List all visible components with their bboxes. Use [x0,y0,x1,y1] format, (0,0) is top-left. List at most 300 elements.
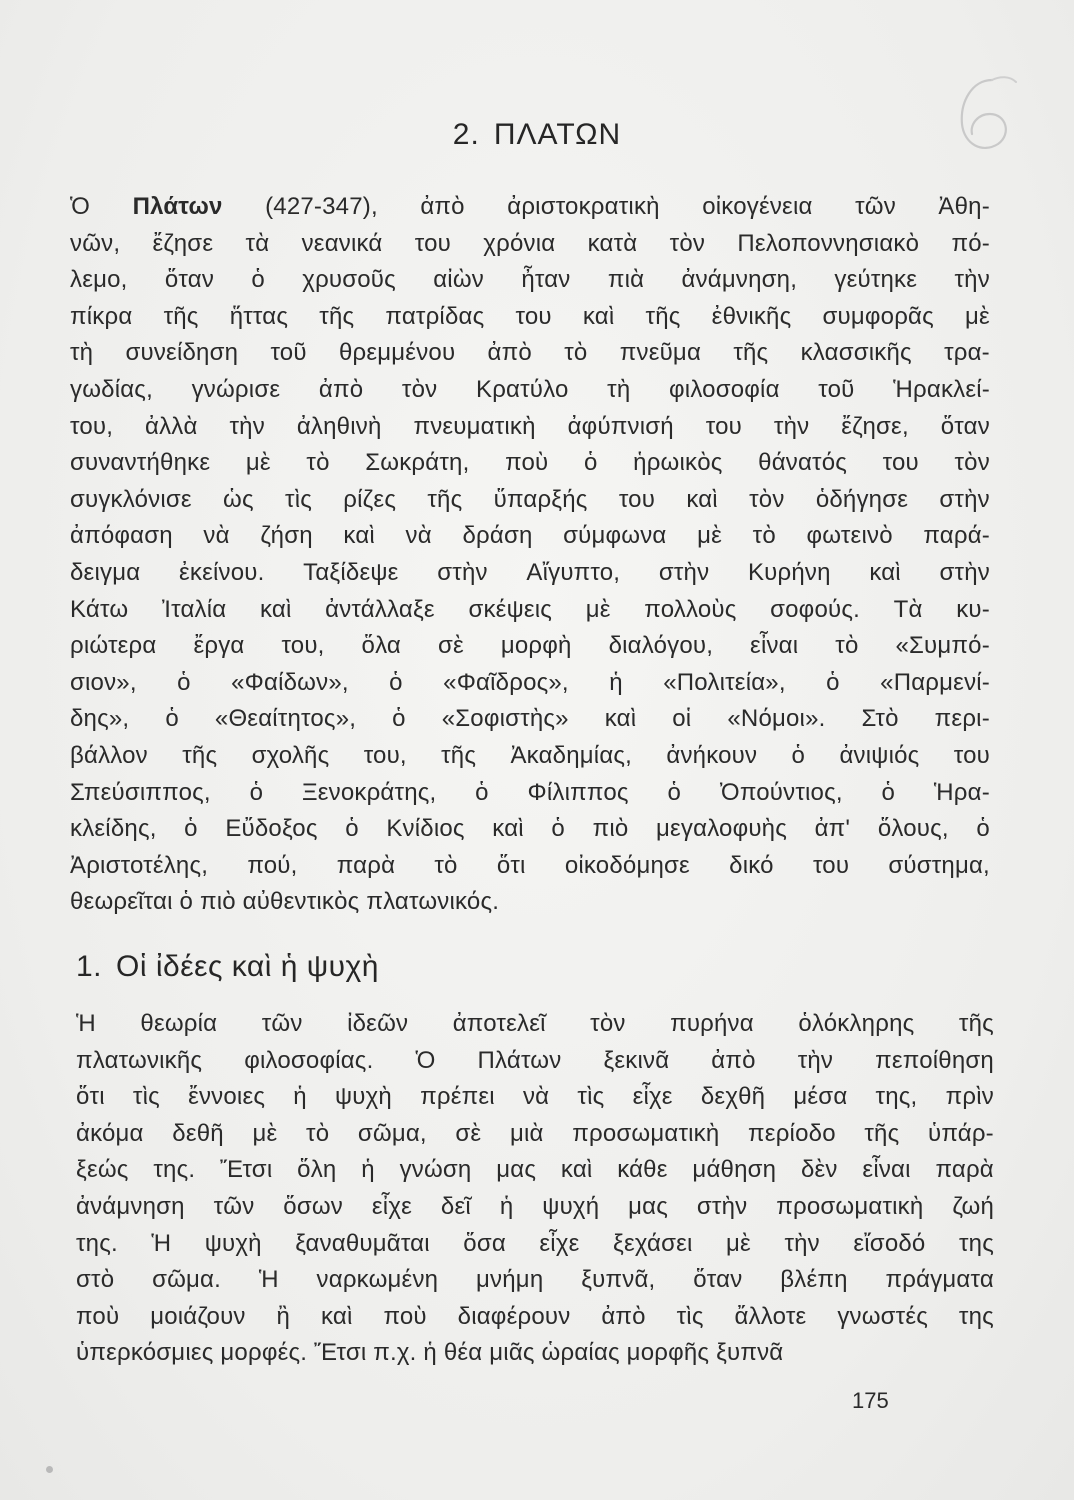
word: ἀνιψιός [839,741,920,769]
word: μορφές. [220,1339,308,1367]
word: ὁ [392,705,406,733]
word: μὲ [252,1119,278,1147]
word: μεγαλοφυὴς [656,815,787,843]
word: πιὰ [607,266,645,294]
word: της [958,1302,994,1330]
text-line [70,262,990,299]
chapter-number: 2. [452,118,480,151]
word: ὁ [251,266,265,294]
word: τὴ [607,375,631,403]
page-number: 175 [852,1388,889,1413]
word: καὶ [582,302,615,330]
word: πυρήνα [670,1010,754,1037]
text-line [76,1335,994,1372]
word: τὴν [954,266,990,294]
word: μας [496,1156,537,1184]
word: Κρατύλο [475,375,569,403]
word: καὶ [869,558,901,586]
word: δεθῆ [172,1119,224,1147]
word: πού, [247,851,298,879]
word: ἐκείνου. [178,558,265,586]
word: τὸ [752,522,776,550]
word: «Φαῖδρος», [443,668,569,696]
word: σκέψεις [468,595,553,623]
word: Κνίδιος [386,815,465,843]
word: ἡ [609,668,623,696]
word: σοφούς. [770,595,860,623]
word: εἶναι [750,632,799,660]
word: τὸ [434,851,458,879]
word: ἀποτελεῖ [452,1010,546,1037]
word: ἀπὸ [318,375,364,403]
word: ποὺ [505,449,549,477]
paper-speck [46,1466,53,1473]
word: ἔζησε, [841,412,909,440]
word: Ἔτσι [220,1156,273,1184]
word: Σωκράτη, [365,449,470,477]
word: τῆς [441,741,477,769]
word: ὁ [976,815,990,843]
word: τοῦ [270,339,307,367]
section-paragraph [76,1006,994,1372]
text-line [70,335,990,372]
word: ρίζες [343,485,397,513]
word: δεχθῆ [700,1083,766,1111]
word: «Νόμοι». [727,705,826,733]
word: κατὰ [587,229,638,257]
word: ἔζησε [152,229,214,257]
word: του, [363,741,407,769]
word: τὸν [590,1010,626,1037]
word: εἶχε [539,1229,580,1257]
word: «Παρμενί- [880,668,990,696]
word: δειγμα [70,558,141,586]
word: ζωή [952,1192,994,1220]
word: τῆς [645,302,681,330]
text-line [70,811,990,848]
text-line [76,1152,994,1189]
word: πλατωνικός. [366,888,500,916]
word: ὁ [389,668,403,696]
word: σχολῆς [251,741,330,769]
text-line [70,445,990,482]
word: πό- [951,229,990,257]
word: «Φαίδων», [231,668,349,696]
text-line [70,555,990,592]
word: τῆς [182,741,218,769]
word: μιὰ [509,1119,544,1147]
word: στὴν [437,558,488,586]
word: ἡ [423,1339,437,1367]
text-line [76,1189,994,1226]
word: στὴν [658,558,710,586]
word: γωδίας, [70,375,153,403]
word: τὶς [285,485,312,513]
word: ἢ [276,1302,291,1330]
word: Ἡ [258,1266,279,1294]
word: τῶν [261,1010,303,1037]
word: Κυρήνη [747,558,831,586]
word: τὸ [835,632,859,660]
word: διαλόγου, [608,632,714,660]
word: θρεμμένου [338,339,456,367]
word: εἶχε [632,1083,673,1111]
word: «Συμπό- [895,632,990,660]
word: του [953,741,990,769]
word: θέα [443,1339,483,1367]
word: τῆς [427,485,463,513]
word: πεποίθηση [875,1046,994,1074]
word: του [812,851,850,879]
word: χρόνια [483,229,556,257]
word: εἶχε [371,1192,413,1220]
word: μὲ [585,595,611,623]
word: ἀπὸ [487,339,532,367]
word: ξαναθυμᾶται [295,1229,430,1257]
text-line [76,1043,994,1080]
word: πιὸ [199,888,236,916]
word: ἀληθινὴ [296,412,382,440]
word: του [882,449,919,477]
word: ὅλα [361,632,401,660]
word: ὁ [249,778,264,806]
word: ἥττας [229,302,289,330]
word: του [414,229,451,257]
word: οἱ [672,705,692,733]
word: ὁ [475,778,489,806]
word: ὁ [826,668,840,696]
word: του, [70,412,114,440]
word: πίκρα [70,302,133,330]
word: ἀφύπνισή [567,412,674,440]
text-line [76,1006,994,1043]
word: σῶμα. [152,1266,221,1294]
word: νὰ [522,1083,550,1111]
word: στὴν [696,1192,748,1220]
word: Ἀριστοτέλης, [70,851,209,879]
word: τὸν [401,375,438,403]
word: τῆς [319,302,355,330]
word: δράση [462,522,533,550]
word: μιᾶς [489,1339,535,1367]
word: καὶ [343,522,375,550]
text-line [70,592,990,629]
word: ἡ [361,1156,375,1184]
word: εἴσοδό [853,1229,926,1257]
word: Ὀπούντιος, [719,778,843,806]
word: ὅτι [496,851,526,879]
word: ποὺ [76,1302,120,1330]
text-line [70,775,990,812]
word: ὁ [345,815,359,843]
handwritten-pencil-mark [920,62,1040,172]
word: ὁ [791,741,806,769]
word: Ὁ [415,1046,436,1074]
word: γνώση [399,1156,472,1184]
word: βάλλον [70,741,148,769]
word: ὁ [881,778,896,806]
word: ξυπνᾶ [716,1339,784,1367]
text-line [76,1116,994,1153]
word: πολλοὺς [644,595,737,623]
word: Ὁ [70,193,91,220]
word: παρά- [923,522,990,550]
word: τὶς [132,1083,160,1111]
word: στὴν [939,558,990,586]
word: ἀριστοκρατικὴ [507,193,660,220]
word: οἰκογένεια [702,193,813,220]
word: τὸν [669,229,706,257]
word: ὕπαρξής [493,485,588,513]
word: φωτεινὸ [806,522,893,550]
word: ἔργα [193,632,245,660]
word: δὲν [800,1156,838,1184]
word: ὅλη [297,1156,337,1184]
word: Πελοποννησιακὸ [737,229,920,257]
text-line [70,189,990,226]
word: Ἰταλία [161,595,227,623]
word: κάθε [617,1156,668,1184]
word: Στὸ [861,705,899,733]
word: ἄλλοτε [734,1302,807,1330]
text-line [70,665,990,702]
word: τῆς [958,1010,994,1037]
word: Ἡ [151,1229,172,1257]
word: Κάτω [70,595,129,623]
word: τρα- [944,339,990,367]
word: τὴν [773,412,810,440]
word: ὅταν [164,266,215,294]
word: ἀνήκουν [666,741,758,769]
word: κλείδης, [70,815,157,843]
word: τὴν [229,412,265,440]
word: τὴν [784,1229,820,1257]
word: ὁ [184,815,198,843]
word: μάθηση [692,1156,777,1184]
word: ἀπὸ [420,193,465,220]
word: καὶ [260,595,292,623]
word: φιλοσοφία [669,375,780,403]
word: ὅτι [76,1083,105,1111]
text-line [70,518,990,555]
word: μνήμη [476,1266,544,1294]
word: αὐθεντικὸς [242,888,360,916]
word: συνείδηση [125,339,239,367]
word: Τὰ [893,595,923,623]
text-line [76,1262,994,1299]
word: Ἡρα- [933,778,990,806]
word: αἰὼν [433,266,484,294]
word: της. [153,1156,196,1184]
word: τῶν [213,1192,255,1220]
word: κυ- [956,595,990,623]
word: μὲ [965,302,990,330]
word: ἡ [499,1192,514,1220]
word: συγκλόνισε [70,485,192,513]
word: μοιάζουν [150,1302,246,1330]
word: πνευματικὴ [413,412,536,440]
word: προσωματικὴ [572,1119,720,1147]
word: θεωρεῖται [70,888,173,916]
word: μὲ [697,522,723,550]
word: της. [76,1229,118,1257]
word: παρὰ [935,1156,994,1184]
word: ζήση [260,522,313,550]
word: ψυχὴ [204,1229,262,1257]
word: ὁ [551,815,565,843]
word: ἀπόφαση [70,522,173,550]
word: τῆς [864,1119,900,1147]
word: ριώτερα [70,632,157,660]
word: κλασσικῆς [800,339,912,367]
word: γεύτηκε [834,266,918,294]
intro-paragraph [70,189,990,921]
word: Ἡρακλεί- [893,375,990,403]
word: τὸ [564,339,588,367]
word: τὶς [676,1302,704,1330]
word: ἀπὸ [711,1046,756,1074]
text-line [70,226,990,263]
word: ἀπὸ [601,1302,646,1330]
word: συναντήθηκε [70,449,211,477]
word: χρυσοῦς [302,266,396,294]
word: ὁ [583,449,598,477]
word: ἡ [293,1083,307,1111]
word: παρὰ [336,851,396,879]
word: ὅσα [463,1229,506,1257]
word: μὲ [245,449,271,477]
text-line [70,701,990,738]
word: «Σοφιστὴς» [441,705,569,733]
word: πατρίδας [385,302,485,330]
word: ἀλλὰ [145,412,198,440]
word: της [958,1229,994,1257]
word: τὸ [306,1119,330,1147]
word: πνεῦμα [619,339,702,367]
word: Αἴγυπτο, [526,558,621,586]
word: ἀνάμνηση, [681,266,798,294]
word: ὡραίας [541,1339,620,1367]
word: πράγματα [885,1266,994,1294]
word: καὶ [686,485,718,513]
word: Ἔτσι [314,1339,367,1367]
word: περι- [934,705,990,733]
word: του [705,412,742,440]
word: τῆς [163,302,199,330]
word: π.χ. [373,1339,417,1367]
word: ἡρωικὸς [633,449,723,477]
word: ἀνάμνηση [76,1192,185,1220]
word: ὅταν [940,412,990,440]
word: ψυχή [542,1192,600,1220]
word: Ταξίδεψε [303,558,399,586]
word: ἰδεῶν [347,1010,409,1037]
word: ἔννοιες [188,1083,266,1111]
word: γνώρισε [191,375,281,403]
section-heading [76,950,379,984]
word: ὡς [223,485,254,513]
word: ἐθνικῆς [711,302,792,330]
word: τὶς [577,1083,605,1111]
word: Ἀκαδημίας, [510,741,633,769]
word: δης», [70,705,130,733]
word: Ξενοκράτης, [301,778,437,806]
word: του [515,302,552,330]
word: τὸ [306,449,330,477]
word: προσωματικὴ [776,1192,924,1220]
word: Ἀθη- [938,193,990,220]
word: τὴν [797,1046,834,1074]
word: ναρκωμένη [316,1266,439,1294]
word: σύμφωνα [563,522,667,550]
text-line [70,884,990,921]
word: ὅσων [283,1192,343,1220]
word: ὁδήγησε [815,485,909,513]
word: Πλάτων [132,193,223,220]
word: ψυχὴ [334,1083,392,1111]
word: ξεχάσει [613,1229,693,1257]
word: πρὶν [945,1083,994,1111]
word: ἀκόμα [76,1119,144,1147]
word: Ἡ [76,1010,96,1037]
word: τὸν [749,485,785,513]
word: δεῖ [440,1192,471,1220]
word: Σπεύσιππος, [70,778,211,806]
word: ὁ [667,778,681,806]
word: ἦταν [521,266,571,294]
word: φιλοσοφίας. [244,1046,374,1074]
word: καὶ [604,705,637,733]
word: ὅταν [693,1266,743,1294]
text-line [70,848,990,885]
word: σιον», [70,668,137,696]
text-line [70,482,990,519]
text-line [70,409,990,446]
word: γνωστές [837,1302,929,1330]
text-line [70,628,990,665]
word: ξυπνᾶ, [581,1266,656,1294]
word: πρέπει [420,1083,495,1111]
text-line [76,1079,994,1116]
word: τὰ [245,229,270,257]
word: στὴν [939,485,990,513]
word: βλέπη [780,1266,848,1294]
section-title: Οἱ ἰδέες καὶ ἡ ψυχὴ [116,950,379,983]
word: δικό [729,851,774,879]
word: Πλάτων [477,1046,562,1074]
word: του [618,485,656,513]
word: Εὔδοξος [225,815,318,843]
text-line [70,299,990,336]
word: μέσα [793,1083,848,1111]
text-line [76,1226,994,1263]
word: Φίλιππος [527,778,629,806]
word: εἶναι [862,1156,911,1184]
chapter-title-text: ΠΛΑΤΩΝ [493,118,622,151]
word: «Πολιτεία», [663,668,786,696]
word: ἀπ' [814,815,851,843]
word: ὅλους, [877,815,949,843]
word: ὑπερκόσμιες [76,1339,214,1367]
word: ποὺ [383,1302,427,1330]
word: τὴ [70,339,94,367]
word: νῶν, [70,229,121,257]
word: ξεώς [76,1156,129,1184]
word: πλατωνικῆς [76,1046,203,1074]
text-line [76,1299,994,1336]
word: (427-347), [265,193,378,220]
word: τὸν [954,449,990,477]
